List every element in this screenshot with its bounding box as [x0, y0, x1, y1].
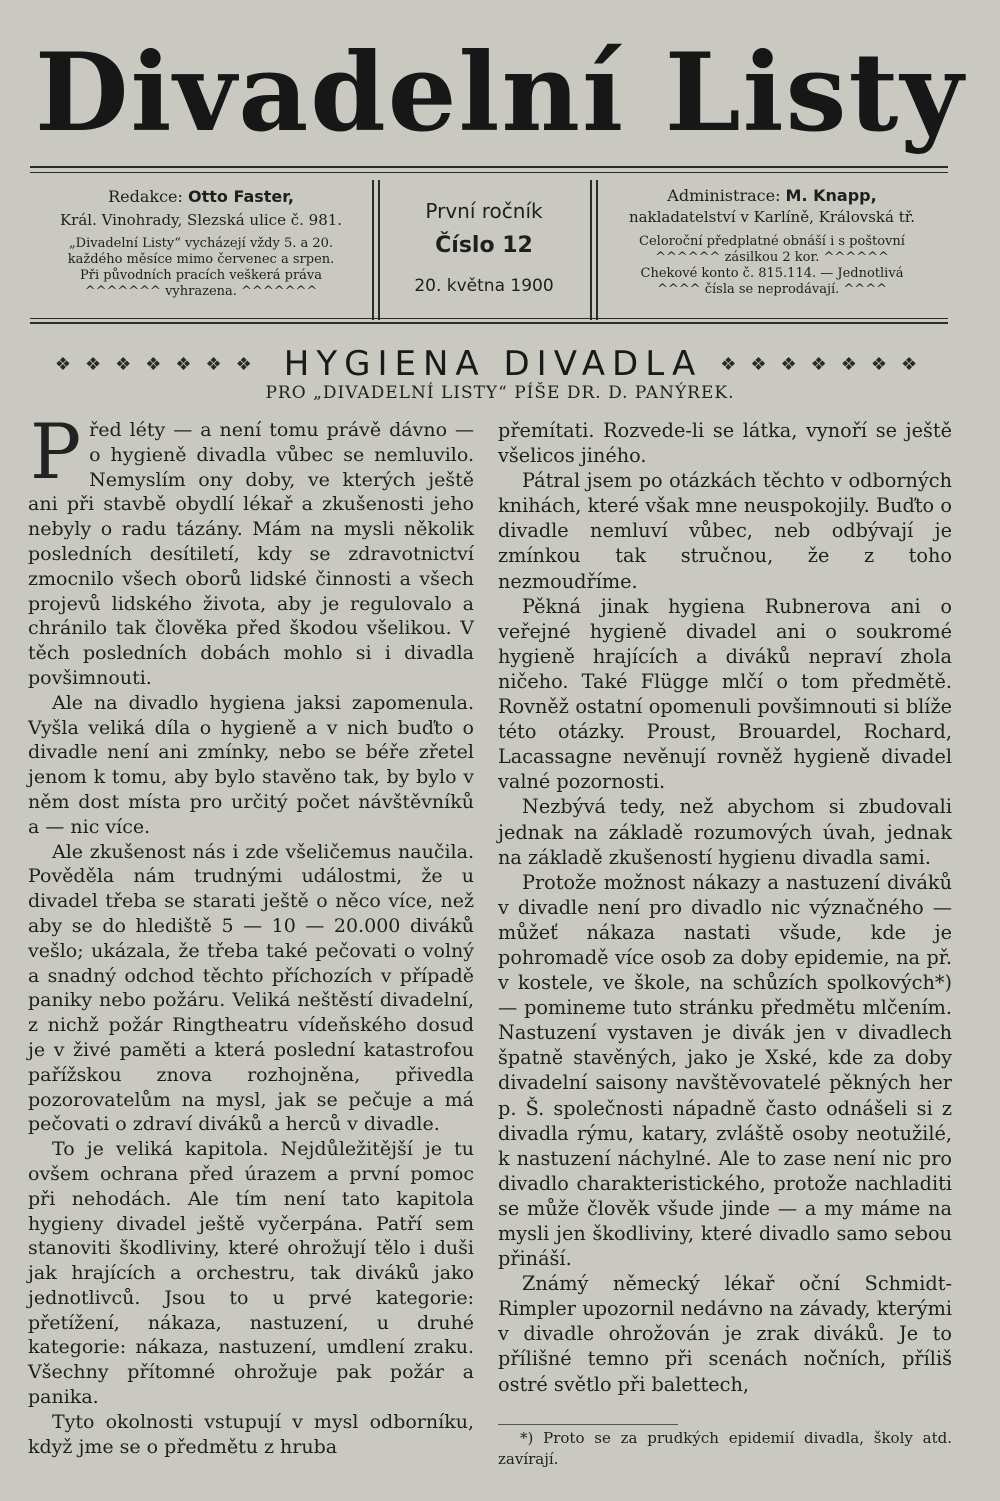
- footnote-rule: [498, 1424, 678, 1425]
- editor-label: Redakce:: [108, 187, 188, 206]
- editor-name: Otto Faster,: [188, 187, 294, 206]
- paragraph: To je veliká kapitola. Nejdůležitější je tu ovšem ochrana před úrazem a první pomoc při nehodách. Ale tím není tato kapitola hygieny divadel ještě vyčerpána. Patří sem stanoviti škodliviny, které ohrožují tělo i duši jak hrajících a orchestru, tak diváků jako jednotlivců. Jsou to u prvé kategorie: přetížení, nákaza, nastuzení, u druhé kategorie: nákaza, nastuzení, umdlení zraku. Všechny přítomné ohrožuje pak požár a panika.: [28, 1138, 474, 1409]
- paragraph: Tyto okolnosti vstupují v mysl odborníku, když jme se o předmětu z hruba: [28, 1410, 474, 1458]
- masthead-title: Divadelní Listy: [34, 30, 966, 156]
- ornament: ^^^^^^: [819, 250, 889, 265]
- footnote-text: *) Proto se za prudkých epidemií divadla, školy atd. zavírají.: [498, 1429, 952, 1468]
- ornament: ^^^^^^^: [236, 284, 318, 299]
- ornament-row-left: ❖❖❖❖❖❖❖: [54, 353, 266, 375]
- volume-label: První ročník: [425, 199, 543, 223]
- publication-note-1: „Divadelní Listy“ vycházejí vždy 5. a 20.: [68, 236, 334, 251]
- admin-label: Administrace:: [667, 186, 786, 205]
- paragraph: Pátral jsem po otázkách těchto v odborných knihách, které však mne neuspokojily. Buďto o divadle nemluví vůbec, neb odbývají je zmínkou tak stručnou, že z toho nezmoudříme.: [498, 469, 952, 593]
- paragraph: Pěkná jinak hygiena Rubnerova ani o veřejné hygieně divadel ani o soukromé hygieně hrajících a diváků nepraví zhola ničeho. Také Flügge mlčí o tom předmětě. Rovněž ostatní opomenuli povšimnouti si blíže této otázky. Proust, Brouardel, Rochard, Lacassagne nevěnují rovněž hygieně divadel valné pozornosti.: [498, 594, 952, 794]
- header-top-rule: [30, 166, 948, 168]
- ornament-row-right: ❖❖❖❖❖❖❖: [720, 353, 932, 375]
- header-top-rule-thin: [30, 172, 948, 173]
- header-divider: [590, 180, 592, 320]
- admin-address: nakladatelství v Karlíně, Královská tř.: [628, 208, 916, 226]
- editorial-box: [30, 186, 372, 314]
- article-column-right: [498, 418, 952, 1397]
- editor-address: Král. Vinohrady, Slezská ulice č. 981.: [59, 211, 343, 229]
- publication-note-2: každého měsíce mimo červenec a srpen.: [67, 252, 335, 267]
- issue-box: [378, 186, 590, 314]
- publication-note-4: vyhrazena.: [165, 284, 237, 299]
- paragraph: Známý německý lékař oční Schmidt-Rimpler upozornil nedávno na závady, kterými v divadle ohrožován je zrak diváků. Je to přílišné temno při scenách nočních, příliš ostré světlo při balettech,: [498, 1272, 952, 1396]
- issue-date: 20. května 1900: [414, 276, 554, 296]
- footnote: [498, 1428, 952, 1470]
- paragraph: Ale zkušenost nás i zde všeličemus naučila. Pověděla nám trudnými událostmi, že u divadel třeba se starati ještě o něco více, než aby se do hlediště 5 — 10 — 20.000 diváků vešlo; ukázala, že třeba také pečovati o volný a snadný odchod těchto příchozích v případě paniky nebo požáru. Veliká neštěstí divadelní, z nichž požár Ringtheatru vídeňského dosud je v živé paměti a která poslední katastrofou pařížskou znova rozhojněna, přivedla pozorovatelům na mysl, jak se pečuje a má pečovati o zdraví diváků a herců v divadle.: [28, 840, 474, 1136]
- article-byline: PRO „DIVADELNÍ LISTY“ PÍŠE DR. D. PANÝREK.: [265, 383, 735, 403]
- header-bottom-rule: [30, 322, 948, 324]
- drop-cap: P: [30, 407, 82, 496]
- header-divider: [372, 180, 374, 320]
- subscription-note-4: čísla se neprodávají.: [704, 282, 840, 297]
- article-column-left: [28, 407, 474, 1459]
- paragraph: Před léty — a není tomu právě dávno — o hygieně divadla vůbec se nemluvilo. Nemyslím ony doby, ve kterých ještě ani při stavbě obydlí lékař a zkušenosti jeho nebyly o radu tázány. Mám na mysli několik posledních desítiletí, kdy se zdravotnictví zmocnilo všech oborů lidské činnosti a všech projevů lidského života, aby je regulovalo a chránilo tak člověka před škodou všelikou. V těch posledních dobách mohlo si i divadla povšimnouti.: [28, 407, 474, 689]
- article-heading: [28, 342, 958, 386]
- ornament: ^^^^^^: [655, 250, 725, 265]
- ornament: ^^^^: [657, 282, 705, 297]
- issue-number: Číslo 12: [435, 233, 533, 258]
- ornament: ^^^^^^^: [84, 284, 166, 299]
- header-bottom-rule-thin: [30, 318, 948, 319]
- paragraph: Protože možnost nákazy a nastuzení diváků v divadle není pro divadlo nic význačného — můžeť nákaza nastati všude, kde je pohromadě více osob za doby epidemie, na př. v kostele, ve škole, na schůzích spolkových*) — pomineme tuto stránku předmětu mlčením. Nastuzení vystaven je divák jen v divadlech špatně stavěných, jako je Xské, kde za doby divadelní saisony navštěvovatelé pěkných her p. Š. společnosti nápadně často odnášeli si z divadla rýmu, katary, zvláště osoby neotužilé, k nastuzení náchylné. Ale to zase není nic pro divadlo charakteristického, protože nachladiti se může člověk všude jinde — a my máme na mysli jen škodliviny, které divadlo samo sebou přináší.: [498, 870, 952, 1271]
- masthead: [0, 18, 1000, 168]
- subscription-note-3: Chekové konto č. 815.114. — Jednotlivá: [640, 266, 904, 281]
- administration-box: [596, 186, 948, 314]
- paragraph: přemítati. Rozvede-li se látka, vynoří se ještě všelicos jiného.: [498, 419, 952, 468]
- ornament: ^^^^: [839, 282, 887, 297]
- article-title: HYGIENA DIVADLA: [283, 344, 703, 384]
- subscription-note-2: zásilkou 2 kor.: [724, 250, 820, 265]
- paragraph: Ale na divadlo hygiena jaksi zapomenula. Vyšla veliká díla o hygieně a v nich buďto o divadle není ani zmínky, nebo se béře zřetel jenom k tomu, aby bylo stavěno tak, by bylo v něm dost místa pro určitý počet návštěvníků a — nic více.: [28, 691, 474, 838]
- admin-name: M. Knapp,: [785, 186, 877, 205]
- publication-note-3: Při původních pracích veškerá práva: [79, 268, 323, 283]
- subscription-note-1: Celoroční předplatné obnáší i s poštovní: [639, 234, 905, 249]
- paragraph: Nezbývá tedy, než abychom si zbudovali jednak na základě rozumových úvah, jednak na základě zkušeností hygienu divadla sami.: [498, 795, 952, 869]
